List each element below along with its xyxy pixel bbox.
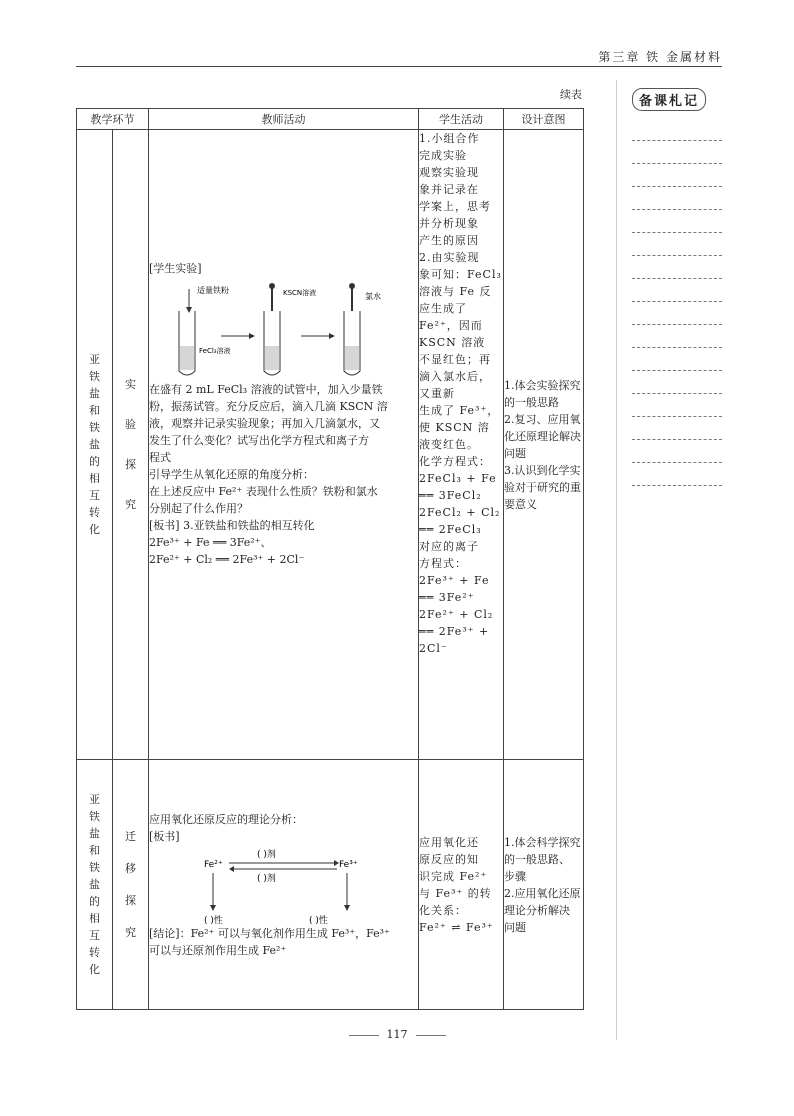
conclusion-line-1: [结论]：Fe²⁺ 可以与氧化剂作用生成 Fe³⁺，Fe³⁺ (149, 926, 390, 940)
topic-char: 转 (89, 946, 100, 959)
topic-char: 化 (89, 963, 100, 976)
topic-char: 亚 (89, 353, 100, 366)
notes-line (632, 186, 722, 187)
analysis-line: 应用氧化还原反应的理论分析： (149, 812, 303, 826)
intent-line: 2.复习、应用氧 (504, 412, 581, 426)
teacher-line: 发生了什么变化？试写出化学方程式和离子方 (149, 434, 369, 447)
notes-line (632, 255, 722, 256)
row1-topic (77, 130, 113, 760)
teacher-line: 在上述反应中 Fe²⁺ 表现什么性质？铁粉和氯水 (149, 485, 378, 498)
page-number: 117 (0, 1028, 794, 1041)
reagent3-label: 氯水 (365, 292, 381, 301)
row1-teacher (149, 130, 419, 760)
teacher-line: 引导学生从氧化还原的角度分析： (149, 468, 314, 481)
intent-line: 3.认识到化学实 (504, 463, 581, 477)
intent-line: 验对于研究的重 (504, 480, 581, 494)
step-char: 迁 (125, 829, 136, 843)
step-char: 实 (125, 377, 136, 391)
topic-char: 互 (89, 489, 100, 502)
teacher-line: 在盛有 2 mL FeCl₃ 溶液的试管中，加入少量铁 (149, 383, 383, 396)
design-intent-text-2 (504, 834, 583, 936)
header-teacher: 教师活动 (149, 109, 419, 130)
row2-step (113, 760, 149, 1010)
row2-student (419, 760, 504, 1010)
student-line: 观察实验现 (419, 166, 479, 179)
intent-line: 步骤 (504, 869, 526, 883)
conversion-diagram (149, 845, 399, 925)
intent-line: 要意义 (504, 497, 537, 511)
notes-line (632, 278, 722, 279)
student-line: 又重新 (419, 387, 455, 400)
table-row (77, 760, 584, 1010)
student-line: 液变红色。 (419, 438, 479, 451)
test-tube-1 (179, 289, 195, 375)
student-line: 应用氧化还 (419, 835, 479, 849)
student-line: 2Fe²⁺ + Cl₂ (419, 608, 494, 621)
teacher-line: [板书] 3.亚铁盐和铁盐的相互转化 (149, 519, 315, 532)
topic-char: 铁 (89, 861, 100, 874)
topic-char: 互 (89, 929, 100, 942)
step-char: 移 (125, 861, 136, 875)
topic-char: 盐 (89, 827, 100, 840)
student-line: ══ 2Fe³⁺ + (419, 625, 490, 638)
student-line: 识完成 Fe²⁺ (419, 869, 488, 883)
right-property-label: ( )性 (309, 915, 328, 925)
continued-label: 续表 (560, 88, 582, 101)
step-char: 究 (125, 497, 136, 511)
student-line: 2Cl⁻ (419, 642, 448, 655)
topic-char: 盐 (89, 878, 100, 891)
margin-separator (616, 80, 617, 1040)
row1-student (419, 130, 504, 760)
student-line: 学案上，思考 (419, 200, 491, 213)
conclusion-line-2: 可以与还原剂作用生成 Fe²⁺ (149, 943, 287, 957)
notes-line (632, 485, 722, 486)
notes-line (632, 163, 722, 164)
teacher-line: 2Fe²⁺ + Cl₂ ══ 2Fe³⁺ + 2Cl⁻ (149, 553, 305, 566)
topic-char: 盐 (89, 438, 100, 451)
row2-topic (77, 760, 113, 1010)
row2-topic-text (77, 791, 112, 978)
reagent2-label: KSCN溶液 (283, 289, 317, 297)
student-line: 化学方程式： (419, 455, 491, 468)
notes-line (632, 462, 722, 463)
row2-step-text (113, 821, 148, 949)
experiment-diagram (149, 281, 399, 381)
topic-char: 铁 (89, 370, 100, 383)
topic-char: 的 (89, 455, 100, 468)
intent-line: 理论分析解决 (504, 903, 570, 917)
row1-topic-text (77, 351, 112, 538)
topic-char: 转 (89, 506, 100, 519)
row2-teacher (149, 760, 419, 1010)
fe2-label: Fe²⁺ (204, 859, 223, 870)
table-row (77, 130, 584, 760)
table-header-row (77, 109, 584, 130)
lesson-table (76, 108, 584, 1010)
intent-line: 化还原理论解决 (504, 429, 581, 443)
intent-line: 的一般思路 (504, 395, 559, 409)
student-line: 生成了 Fe³⁺， (419, 404, 500, 417)
topic-char: 和 (89, 404, 100, 417)
row1-step (113, 130, 149, 760)
student-line: ══ 2FeCl₃ (419, 523, 482, 536)
notes-line (632, 301, 722, 302)
notes-line (632, 439, 722, 440)
teacher-line: 2Fe³⁺ + Fe ══ 3Fe²⁺、 (149, 536, 272, 549)
notes-line (632, 209, 722, 210)
topic-char: 相 (89, 472, 100, 485)
student-line: ══ 3FeCl₂ (419, 489, 482, 502)
intent-line: 问题 (504, 446, 526, 460)
topic-char: 相 (89, 912, 100, 925)
student-line: 产生的原因 (419, 234, 479, 247)
fe3-label: Fe³⁺ (339, 859, 358, 870)
step-char: 探 (125, 893, 136, 907)
step-char: 究 (125, 925, 136, 939)
notes-line (632, 324, 722, 325)
notes-title: 备课札记 (632, 88, 706, 111)
topic-char: 盐 (89, 387, 100, 400)
step-char: 验 (125, 417, 136, 431)
student-line: KSCN 溶液 (419, 336, 486, 349)
bottom-agent-label: ( )剂 (257, 873, 276, 884)
notes-line (632, 140, 722, 141)
topic-char: 的 (89, 895, 100, 908)
student-line: 应生成了 (419, 302, 467, 315)
notes-sidebar (632, 88, 724, 111)
student-line: Fe²⁺，因而 (419, 319, 483, 332)
notes-line (632, 416, 722, 417)
notes-line (632, 232, 722, 233)
student-line: ══ 3Fe²⁺ (419, 591, 475, 604)
student-line: 原反应的知 (419, 852, 479, 866)
chapter-header: 第三章 铁 金属材料 (598, 50, 722, 64)
student-line: 象并记录在 (419, 183, 479, 196)
teacher-activity-text (149, 381, 418, 568)
student-line: 化关系： (419, 903, 467, 917)
student-line: 象可知：FeCl₃ (419, 268, 502, 281)
student-line: 2FeCl₃ + Fe (419, 472, 497, 485)
student-line: 滴入氯水后， (419, 370, 491, 383)
student-activity-text-2 (419, 834, 503, 936)
intent-line: 1.体会科学探究 (504, 835, 581, 849)
solution-label: FeCl₃溶液 (199, 347, 231, 355)
teacher-line: 分别起了什么作用？ (149, 502, 248, 515)
test-tube-3 (344, 283, 360, 375)
header-rule (76, 66, 722, 67)
student-line: 与 Fe³⁺ 的转 (419, 886, 492, 900)
header-student: 学生活动 (419, 109, 504, 130)
student-line: 2.由实验现 (419, 251, 480, 264)
topic-char: 铁 (89, 421, 100, 434)
teacher-line: 液，观察并记录实验现象；再加入几滴氯水，又 (149, 417, 380, 430)
student-line: Fe²⁺ ⇌ Fe³⁺ (419, 920, 494, 934)
row1-intent (504, 130, 584, 760)
top-agent-label: ( )剂 (257, 849, 276, 860)
header-intent: 设计意图 (504, 109, 584, 130)
student-line: 方程式： (419, 557, 467, 570)
row1-step-text (113, 365, 148, 525)
reagent1-label: 适量铁粉 (197, 286, 229, 295)
board-label: [板书] (149, 829, 180, 843)
teacher-line: 程式 (149, 451, 171, 464)
intent-line: 2.应用氧化还原 (504, 886, 581, 900)
teacher-line: 粉，振荡试管。充分反应后，滴入几滴 KSCN 溶 (149, 400, 388, 413)
student-line: 使 KSCN 溶 (419, 421, 490, 434)
student-line: 不显红色；再 (419, 353, 491, 366)
intent-line: 问题 (504, 920, 526, 934)
topic-char: 亚 (89, 793, 100, 806)
student-line: 完成实验 (419, 149, 467, 162)
student-experiment-label: [学生实验] (149, 262, 202, 275)
topic-char: 铁 (89, 810, 100, 823)
notes-line (632, 347, 722, 348)
student-line: 对应的离子 (419, 540, 479, 553)
intent-line: 的一般思路、 (504, 852, 570, 866)
notes-line (632, 393, 722, 394)
test-tube-2 (264, 283, 280, 375)
notes-line (632, 370, 722, 371)
topic-char: 化 (89, 523, 100, 536)
student-activity-text (419, 130, 503, 657)
left-property-label: ( )性 (204, 915, 223, 925)
header-stage: 教学环节 (77, 109, 149, 130)
intent-line: 1.体会实验探究 (504, 378, 581, 392)
student-line: 并分析现象 (419, 217, 479, 230)
student-line: 溶液与 Fe 反 (419, 285, 492, 298)
student-line: 2Fe³⁺ + Fe (419, 574, 490, 587)
topic-char: 和 (89, 844, 100, 857)
student-line: 2FeCl₂ + Cl₂ (419, 506, 501, 519)
design-intent-text (504, 377, 583, 513)
student-line: 1.小组合作 (419, 132, 480, 145)
row2-intent (504, 760, 584, 1010)
step-char: 探 (125, 457, 136, 471)
